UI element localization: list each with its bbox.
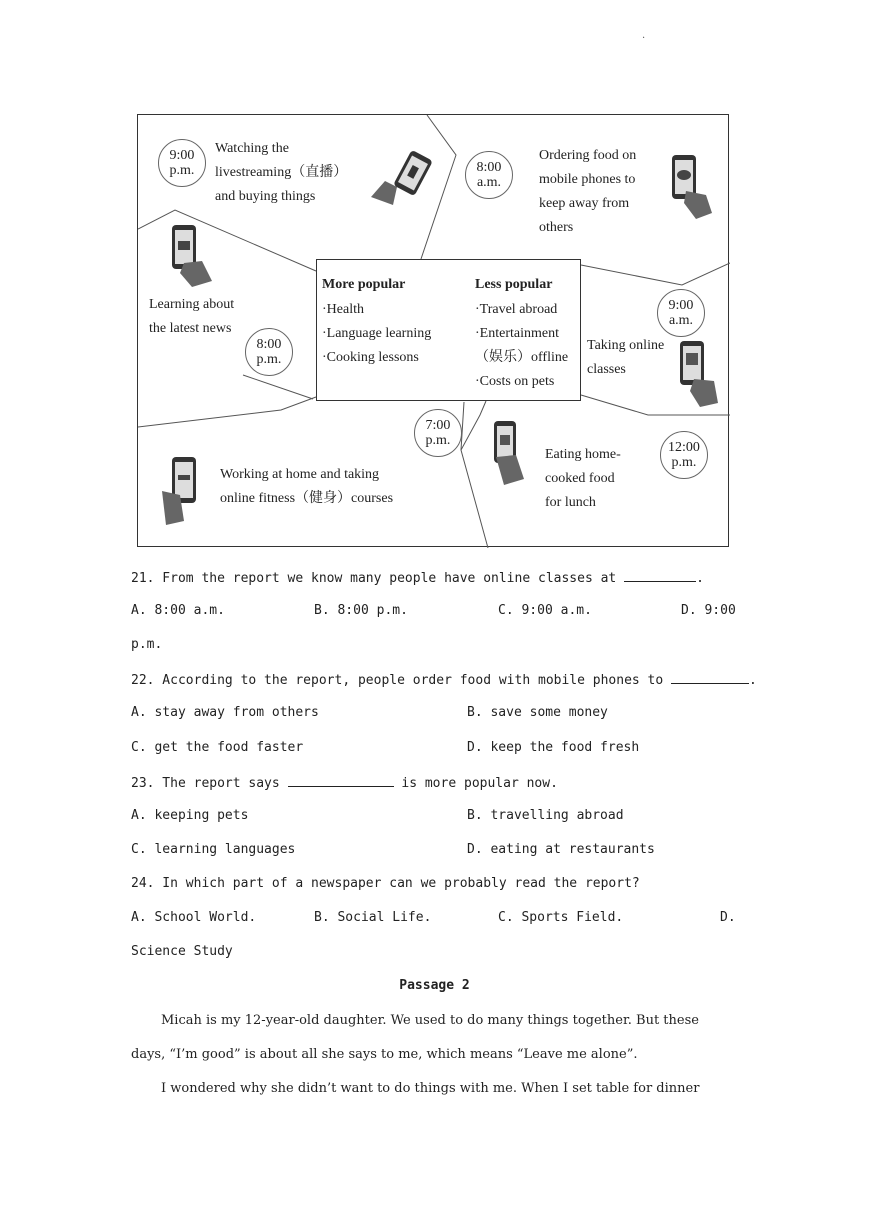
popularity-box xyxy=(316,259,581,401)
hand-phone-classes-icon xyxy=(678,337,720,409)
q24-option-a: A. School World. xyxy=(131,910,257,925)
text-line: and buying things xyxy=(215,189,316,204)
stem-text: 21. From the report we know many people have online classes at xyxy=(131,571,625,586)
clock-ordering xyxy=(465,151,513,199)
clock-period: p.m. xyxy=(425,433,451,448)
passage-line: Micah is my 12-year-old daughter. We used to do many things together. But these xyxy=(161,1013,699,1028)
lunch-text xyxy=(545,443,621,515)
clock-period: a.m. xyxy=(668,313,694,328)
passage-line: days, “I’m good” is about all she says to me, which means “Leave me alone”. xyxy=(131,1047,638,1062)
stem-text: 23. The report says xyxy=(131,776,288,791)
clock-livestream xyxy=(158,139,206,187)
report-infographic xyxy=(137,114,729,547)
text-line: online fitness（健身）courses xyxy=(220,491,394,506)
text-line: livestreaming（直播） xyxy=(215,165,348,180)
q21-option-d: D. 9:00 xyxy=(681,603,736,618)
clock-period: a.m. xyxy=(476,175,502,190)
text-line: Learning about xyxy=(149,297,235,312)
question-22-stem xyxy=(131,671,757,688)
news-text xyxy=(149,293,234,341)
stem-text: . xyxy=(696,571,704,586)
more-popular-heading: More popular xyxy=(322,277,406,292)
q24-option-d: D. xyxy=(720,910,736,925)
text-line: cooked food xyxy=(545,471,615,486)
less-popular-item: （娱乐）offline xyxy=(475,350,569,365)
q23-option-b: B. travelling abroad xyxy=(467,808,624,823)
more-popular-item: ·Health xyxy=(322,302,364,317)
livestream-text xyxy=(215,137,347,209)
hand-phone-fitness-icon xyxy=(158,455,208,527)
text-line: Ordering food on xyxy=(539,148,637,163)
q23-option-c: C. learning languages xyxy=(131,842,296,857)
passage-2-title: Passage 2 xyxy=(399,978,470,993)
classes-text xyxy=(587,334,664,382)
answer-blank xyxy=(288,774,394,787)
less-popular-item: ·Costs on pets xyxy=(475,374,555,389)
text-line: keep away from xyxy=(539,196,630,211)
hand-phone-news-icon xyxy=(168,223,218,289)
clock-news xyxy=(245,328,293,376)
clock-period: p.m. xyxy=(169,163,195,178)
clock-classes xyxy=(657,289,705,337)
q22-option-d: D. keep the food fresh xyxy=(467,740,640,755)
question-23-stem xyxy=(131,774,558,791)
less-popular-heading: Less popular xyxy=(475,277,553,292)
text-line: mobile phones to xyxy=(539,172,636,187)
q21-option-a: A. 8:00 a.m. xyxy=(131,603,225,618)
stem-text: is more popular now. xyxy=(393,776,558,791)
fitness-text xyxy=(220,463,393,511)
less-popular-item: ·Entertainment xyxy=(475,326,559,341)
clock-lunch xyxy=(660,431,708,479)
clock-time: 8:00 xyxy=(476,160,502,175)
q24-option-b: B. Social Life. xyxy=(314,910,432,925)
clock-period: p.m. xyxy=(256,352,282,367)
ordering-text xyxy=(539,144,636,240)
less-popular-column xyxy=(475,274,568,394)
less-popular-item: ·Travel abroad xyxy=(475,302,558,317)
passage-line: I wondered why she didn’t want to do things with me. When I set table for dinner xyxy=(161,1081,700,1096)
more-popular-column xyxy=(322,274,431,370)
more-popular-item: ·Cooking lessons xyxy=(322,350,419,365)
answer-blank xyxy=(671,671,749,684)
q23-option-d: D. eating at restaurants xyxy=(467,842,655,857)
hand-phone-lunch-icon xyxy=(490,419,534,487)
text-line: others xyxy=(539,220,574,235)
q21-option-b: B. 8:00 p.m. xyxy=(314,603,408,618)
text-line: Watching the xyxy=(215,141,289,156)
q23-option-a: A. keeping pets xyxy=(131,808,249,823)
q21-option-c: C. 9:00 a.m. xyxy=(498,603,592,618)
answer-blank xyxy=(624,569,696,582)
q22-option-b: B. save some money xyxy=(467,705,608,720)
page-dot: . xyxy=(642,30,646,41)
stem-text: 22. According to the report, people order food with mobile phones to xyxy=(131,673,672,688)
q22-option-c: C. get the food faster xyxy=(131,740,304,755)
text-line: the latest news xyxy=(149,321,232,336)
hand-phone-livestream-icon xyxy=(363,149,438,211)
clock-time: 12:00 xyxy=(668,440,700,455)
more-popular-item: ·Language learning xyxy=(322,326,432,341)
q24-option-d-cont: Science Study xyxy=(131,944,233,959)
clock-fitness xyxy=(414,409,462,457)
q24-option-c: C. Sports Field. xyxy=(498,910,624,925)
clock-time: 7:00 xyxy=(425,418,451,433)
text-line: Eating home- xyxy=(545,447,621,462)
q21-option-d-cont: p.m. xyxy=(131,637,163,652)
hand-phone-food-icon xyxy=(666,151,718,221)
clock-period: p.m. xyxy=(671,455,697,470)
text-line: Working at home and taking xyxy=(220,467,380,482)
clock-time: 9:00 xyxy=(169,148,195,163)
text-line: for lunch xyxy=(545,495,596,510)
text-line: classes xyxy=(587,362,626,377)
stem-text: . xyxy=(749,673,757,688)
text-line: Taking online xyxy=(587,338,665,353)
clock-time: 8:00 xyxy=(256,337,282,352)
question-24-stem: 24. In which part of a newspaper can we probably read the report? xyxy=(131,876,640,891)
q22-option-a: A. stay away from others xyxy=(131,705,319,720)
clock-time: 9:00 xyxy=(668,298,694,313)
question-21-stem xyxy=(131,569,704,586)
